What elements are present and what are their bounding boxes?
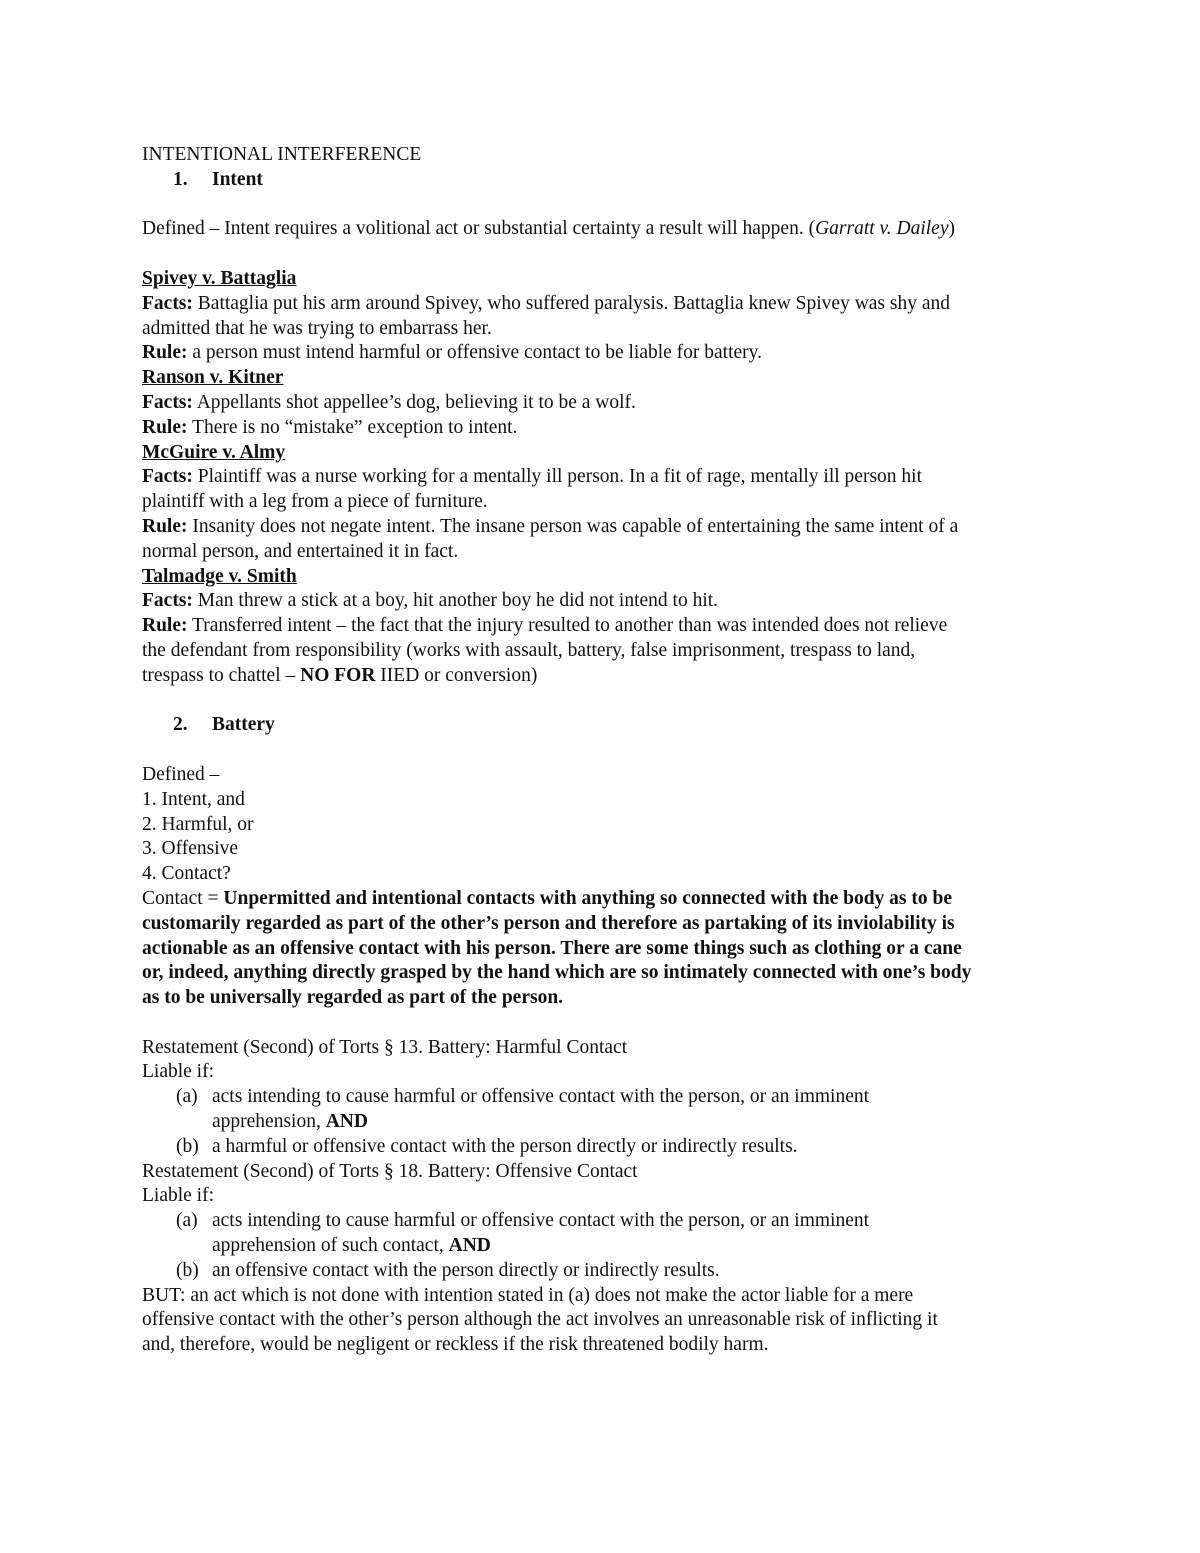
case-rule: Rule: Transferred intent – the fact that the injury resulted to another than was intended does not relieve bbox=[142, 615, 948, 637]
battery-element: 1. Intent, and bbox=[142, 788, 245, 810]
contact-definition-cont: or, indeed, anything directly grasped by the hand which are so intimately connected with one’s body bbox=[142, 962, 972, 984]
document-title: INTENTIONAL INTERFERENCE bbox=[142, 144, 422, 165]
case-rule: Rule: There is no “mistake” exception to intent. bbox=[142, 416, 518, 438]
case-rule: Rule: Insanity does not negate intent. The insane person was capable of entertaining the same intent of a bbox=[142, 515, 959, 537]
restatement-item-b: (b) a harmful or offensive contact with the person directly or indirectly results. bbox=[176, 1135, 798, 1157]
contact-definition-cont: actionable as an offensive contact with his person. There are some things such as clothing or a cane bbox=[142, 937, 962, 959]
case-facts-cont: admitted that he was trying to embarrass her. bbox=[142, 317, 492, 339]
case-name: Ranson v. Kitner bbox=[142, 367, 284, 389]
but-paragraph-cont: and, therefore, would be negligent or reckless if the risk threatened bodily harm. bbox=[142, 1334, 769, 1356]
intent-definition: Defined – Intent requires a volitional act or substantial certainty a result will happen. (Garratt v. Dailey) bbox=[142, 218, 955, 240]
case-facts: Facts: Man threw a stick at a boy, hit another boy he did not intend to hit. bbox=[142, 590, 719, 612]
case-facts: Facts: Battaglia put his arm around Spivey, who suffered paralysis. Battaglia knew Spivey was shy and bbox=[142, 292, 951, 314]
restatement-item-b: (b) an offensive contact with the person directly or indirectly results. bbox=[176, 1259, 720, 1281]
case-facts: Facts: Plaintiff was a nurse working for a mentally ill person. In a fit of rage, mentally ill person hit bbox=[142, 466, 922, 488]
battery-element: 4. Contact? bbox=[142, 863, 231, 885]
case-rule-cont: the defendant from responsibility (works with assault, battery, false imprisonment, trespass to land, bbox=[142, 639, 916, 661]
battery-definition: Defined – bbox=[142, 763, 220, 785]
document-body bbox=[142, 143, 1072, 1358]
case-name: Spivey v. Battaglia bbox=[142, 267, 297, 289]
case-name: Talmadge v. Smith bbox=[142, 565, 297, 587]
restatement-title: Restatement (Second) of Torts § 18. Battery: Offensive Contact bbox=[142, 1160, 638, 1182]
battery-element: 2. Harmful, or bbox=[142, 813, 254, 835]
contact-definition: Contact = Unpermitted and intentional contacts with anything so connected with the body as to be bbox=[142, 887, 952, 909]
restatement-item-a-cont: apprehension of such contact, AND bbox=[212, 1235, 491, 1257]
section-heading-battery bbox=[142, 713, 1072, 738]
restatement-item-a: (a) acts intending to cause harmful or offensive contact with the person, or an imminent bbox=[176, 1210, 870, 1232]
restatement-title: Restatement (Second) of Torts § 13. Battery: Harmful Contact bbox=[142, 1036, 628, 1058]
battery-element: 3. Offensive bbox=[142, 838, 239, 860]
but-paragraph-cont: offensive contact with the other’s person although the act involves an unreasonable risk of inflicting it bbox=[142, 1309, 938, 1331]
case-rule: Rule: a person must intend harmful or offensive contact to be liable for battery. bbox=[142, 342, 763, 364]
section-label: Battery bbox=[212, 714, 275, 736]
section-number: 1. bbox=[173, 168, 188, 190]
case-facts-cont: plaintiff with a leg from a piece of furniture. bbox=[142, 491, 488, 513]
case-facts: Facts: Appellants shot appellee’s dog, believing it to be a wolf. bbox=[142, 391, 636, 413]
but-paragraph: BUT: an act which is not done with intention stated in (a) does not make the actor liable for a mere bbox=[142, 1284, 914, 1306]
restatement-liable: Liable if: bbox=[142, 1061, 215, 1083]
section-number: 2. bbox=[173, 714, 188, 736]
case-rule-cont: trespass to chattel – NO FOR IIED or conversion) bbox=[142, 664, 538, 686]
restatement-item-a-cont: apprehension, AND bbox=[212, 1111, 368, 1133]
case-citation: Garratt v. Dailey bbox=[815, 218, 949, 240]
restatement-liable: Liable if: bbox=[142, 1185, 215, 1207]
section-label: Intent bbox=[212, 168, 263, 190]
case-rule-cont: normal person, and entertained it in fact. bbox=[142, 540, 459, 562]
contact-definition-cont: as to be universally regarded as part of the person. bbox=[142, 987, 564, 1009]
contact-definition-cont: customarily regarded as part of the other’s person and therefore as partaking of its inviolability is bbox=[142, 912, 955, 934]
case-name: McGuire v. Almy bbox=[142, 441, 286, 463]
restatement-item-a: (a) acts intending to cause harmful or offensive contact with the person, or an imminent bbox=[176, 1086, 870, 1108]
section-heading-intent bbox=[142, 168, 1072, 193]
